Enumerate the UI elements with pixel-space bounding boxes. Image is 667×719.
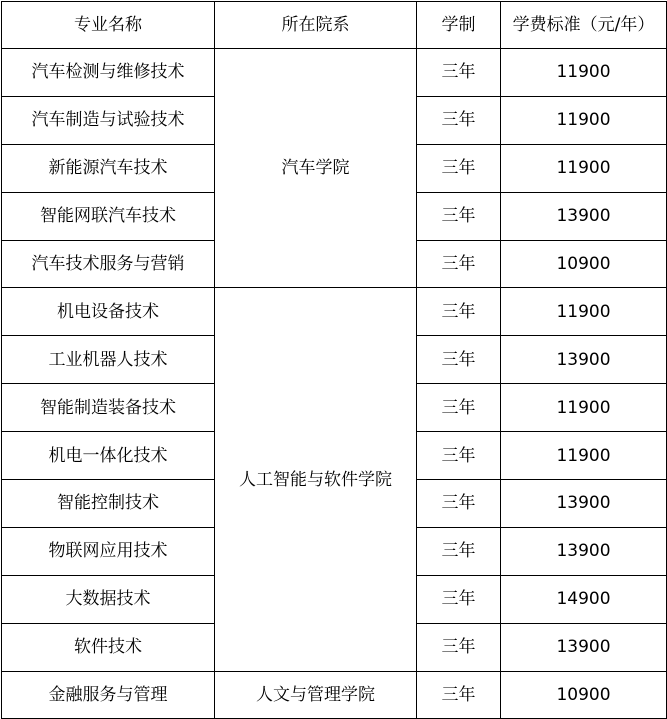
duration-cell: 三年 xyxy=(417,144,501,192)
duration-cell: 三年 xyxy=(417,623,501,671)
duration-cell: 三年 xyxy=(417,336,501,384)
header-duration: 学制 xyxy=(417,2,501,49)
header-major: 专业名称 xyxy=(2,2,215,49)
major-cell: 智能网联汽车技术 xyxy=(2,192,215,240)
header-department: 所在院系 xyxy=(215,2,417,49)
fee-cell: 13900 xyxy=(501,336,667,384)
major-cell: 工业机器人技术 xyxy=(2,336,215,384)
major-cell: 金融服务与管理 xyxy=(2,671,215,719)
major-cell: 汽车制造与试验技术 xyxy=(2,96,215,144)
header-row xyxy=(2,2,667,49)
duration-cell: 三年 xyxy=(417,49,501,97)
department-cell: 汽车学院 xyxy=(215,49,417,288)
fee-cell: 13900 xyxy=(501,480,667,528)
major-cell: 大数据技术 xyxy=(2,575,215,623)
duration-cell: 三年 xyxy=(417,240,501,288)
table-header xyxy=(2,2,667,49)
major-cell: 机电设备技术 xyxy=(2,288,215,336)
header-fee: 学费标准（元/年） xyxy=(501,2,667,49)
fee-cell: 11900 xyxy=(501,384,667,432)
department-cell: 人工智能与软件学院 xyxy=(215,288,417,671)
duration-cell: 三年 xyxy=(417,384,501,432)
major-cell: 智能控制技术 xyxy=(2,480,215,528)
fee-cell: 11900 xyxy=(501,96,667,144)
fee-cell: 13900 xyxy=(501,192,667,240)
fee-cell: 10900 xyxy=(501,671,667,719)
duration-cell: 三年 xyxy=(417,575,501,623)
fee-cell: 13900 xyxy=(501,527,667,575)
major-cell: 物联网应用技术 xyxy=(2,527,215,575)
duration-cell: 三年 xyxy=(417,192,501,240)
fee-cell: 11900 xyxy=(501,49,667,97)
major-cell: 汽车技术服务与营销 xyxy=(2,240,215,288)
major-cell: 软件技术 xyxy=(2,623,215,671)
fee-cell: 10900 xyxy=(501,240,667,288)
major-cell: 智能制造装备技术 xyxy=(2,384,215,432)
fee-cell: 11900 xyxy=(501,144,667,192)
fee-cell: 13900 xyxy=(501,623,667,671)
duration-cell: 三年 xyxy=(417,671,501,719)
duration-cell: 三年 xyxy=(417,288,501,336)
duration-cell: 三年 xyxy=(417,527,501,575)
department-cell: 人文与管理学院 xyxy=(215,671,417,719)
major-cell: 新能源汽车技术 xyxy=(2,144,215,192)
table-body xyxy=(2,49,667,719)
fee-cell: 11900 xyxy=(501,288,667,336)
duration-cell: 三年 xyxy=(417,432,501,480)
major-cell: 汽车检测与维修技术 xyxy=(2,49,215,97)
table-row xyxy=(2,49,667,97)
fee-cell: 11900 xyxy=(501,432,667,480)
major-cell: 机电一体化技术 xyxy=(2,432,215,480)
table-row xyxy=(2,288,667,336)
table-row xyxy=(2,671,667,719)
tuition-fee-table xyxy=(1,1,667,719)
duration-cell: 三年 xyxy=(417,480,501,528)
duration-cell: 三年 xyxy=(417,96,501,144)
fee-cell: 14900 xyxy=(501,575,667,623)
